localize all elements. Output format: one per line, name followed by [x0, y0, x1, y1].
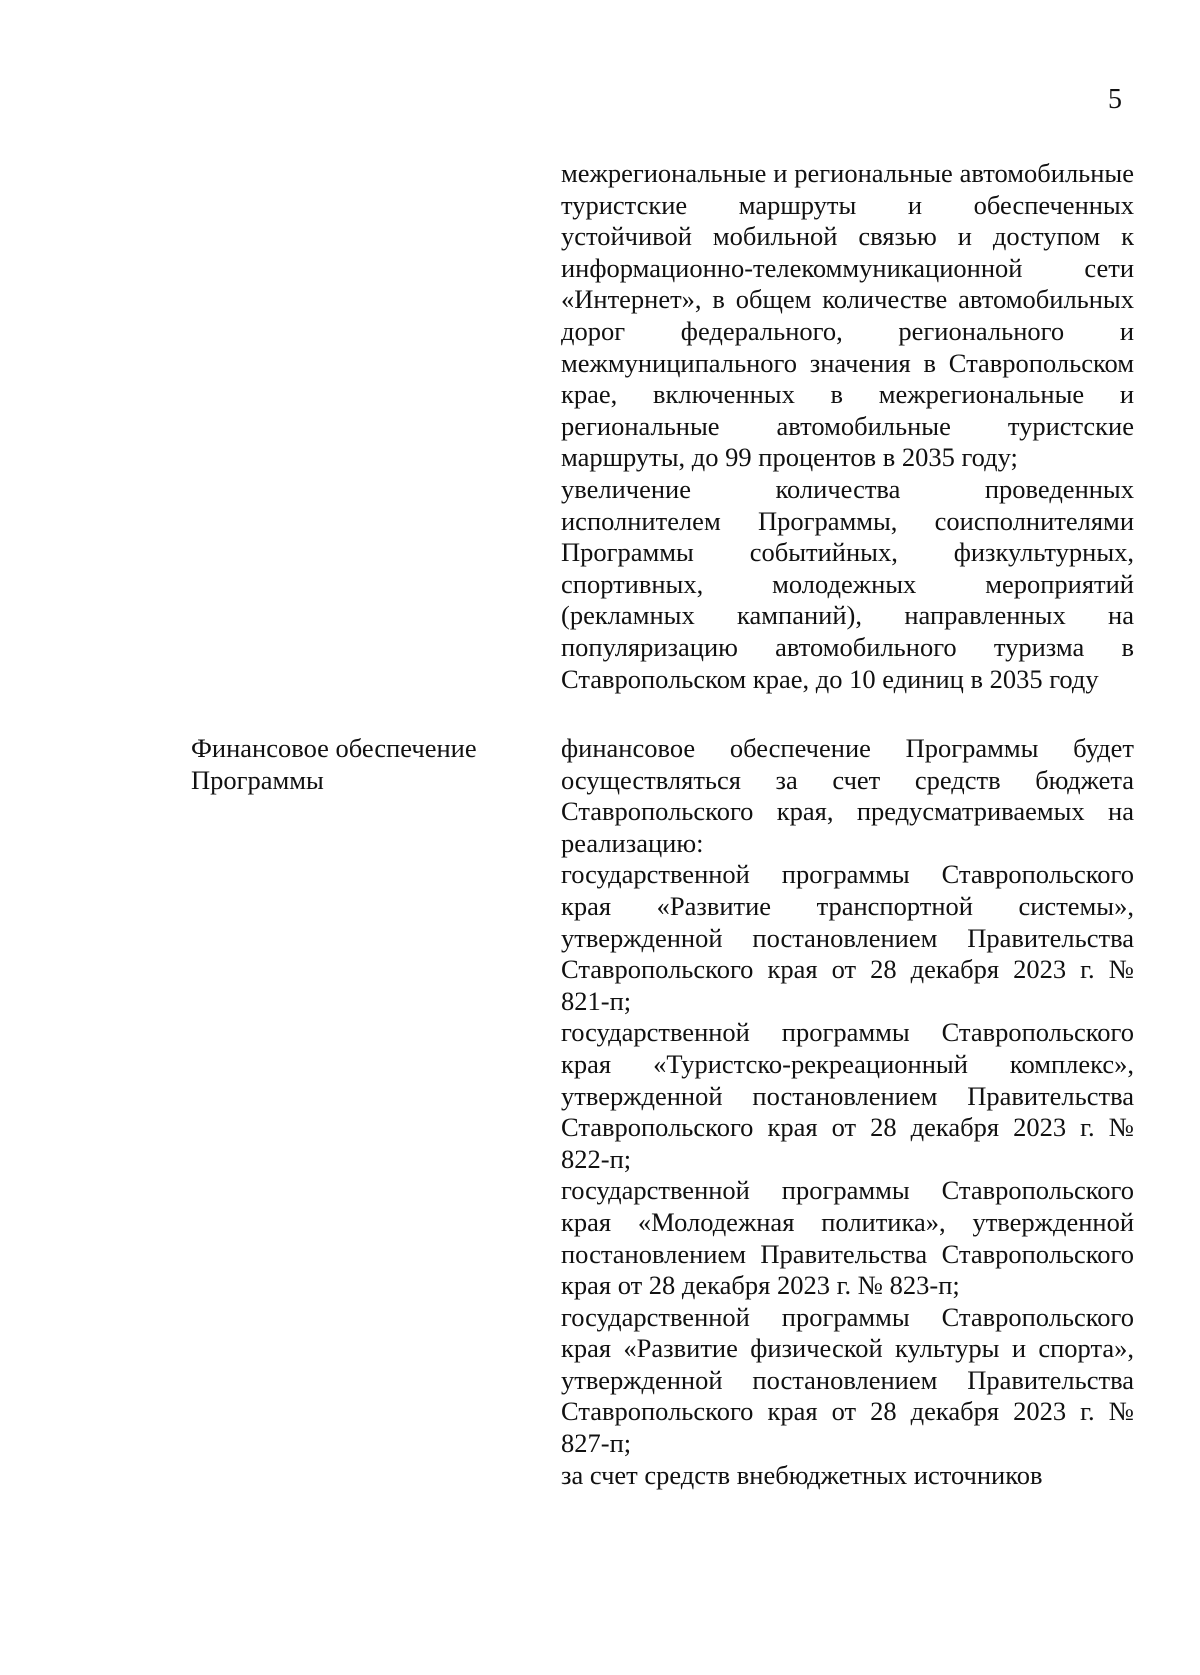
paragraph: государственной программы Ставропольского края «Туристско-рекреационный комплекс», утвержденной постановлением Правительства Ставропольского края от 28 декабря 2023 г. № 822-п;	[561, 1017, 1134, 1174]
paragraph: государственной программы Ставропольского края «Развитие транспортной системы», утвержденной постановлением Правительства Ставропольского края от 28 декабря 2023 г. № 821-п;	[561, 859, 1134, 1016]
section-content	[561, 733, 1134, 1491]
paragraph: финансовое обеспечение Программы будет осуществляться за счет средств бюджета Ставропольского края, предусматриваемых на реализацию:	[561, 733, 1134, 858]
paragraph: государственной программы Ставропольского края «Молодежная политика», утвержденной постановлением Правительства Ставропольского края от 28 декабря 2023 г. № 823-п;	[561, 1175, 1134, 1301]
paragraph: межрегиональные и региональные автомобильные туристские маршруты и обеспеченных устойчивой мобильной связью и доступом к информационно-телекоммуникационной сети «Интернет», в общем количестве автомобильных дорог федерального, регионального и межмуниципального значения в Ставропольском крае, включенных в межрегиональные и региональные автомобильные туристские маршруты, до 99 процентов в 2035 году;	[561, 158, 1134, 473]
section-content	[561, 158, 1134, 695]
paragraph: государственной программы Ставропольского края «Развитие физической культуры и спорта», утвержденной постановлением Правительства Ставропольского края от 28 декабря 2023 г. № 827-п;	[561, 1301, 1134, 1459]
page-number: 5	[1108, 84, 1122, 115]
paragraph: за счет средств внебюджетных источников	[561, 1459, 1043, 1490]
paragraph: увеличение количества проведенных исполнителем Программы, соисполнителями Программы событийных, физкультурных, спортивных, молодежных мероприятий (рекламных кампаний), направленных на популяризацию автомобильного туризма в Ставропольском крае, до 10 единиц в 2035 году	[561, 473, 1134, 694]
section-label: Финансовое обеспечение Программы	[191, 733, 477, 795]
